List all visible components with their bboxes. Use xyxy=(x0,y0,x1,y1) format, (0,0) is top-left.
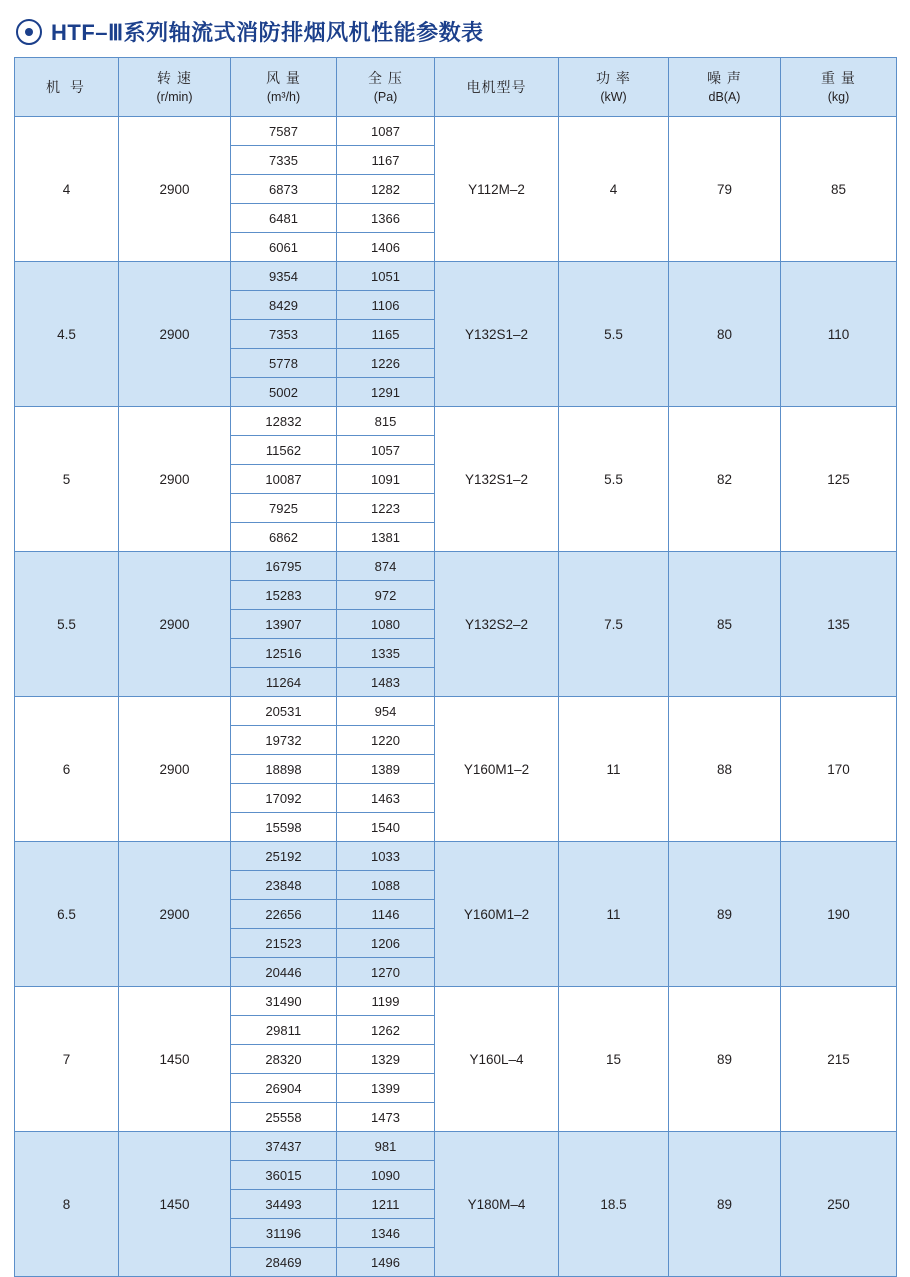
cell-noise: 85 xyxy=(669,552,781,697)
column-header-noise-unit: dB(A) xyxy=(708,90,741,105)
cell-pressure: 1399 xyxy=(337,1074,435,1103)
column-header-flow-label: 风 量 xyxy=(266,69,301,86)
cell-power: 5.5 xyxy=(559,262,669,407)
cell-pressure: 1270 xyxy=(337,958,435,987)
cell-pressure: 1381 xyxy=(337,523,435,552)
cell-flow: 31490 xyxy=(231,987,337,1016)
cell-pressure: 874 xyxy=(337,552,435,581)
cell-flow: 37437 xyxy=(231,1132,337,1161)
column-header-noise xyxy=(669,58,781,117)
table-row xyxy=(15,987,897,1016)
cell-pressure: 972 xyxy=(337,581,435,610)
cell-flow: 19732 xyxy=(231,726,337,755)
table-container xyxy=(0,57,910,1277)
cell-flow: 11264 xyxy=(231,668,337,697)
cell-speed: 2900 xyxy=(119,697,231,842)
cell-weight: 135 xyxy=(781,552,897,697)
cell-weight: 85 xyxy=(781,117,897,262)
cell-flow: 15283 xyxy=(231,581,337,610)
cell-speed: 2900 xyxy=(119,842,231,987)
column-header-speed xyxy=(119,58,231,117)
header-row xyxy=(15,58,897,117)
cell-model: 6 xyxy=(15,697,119,842)
target-icon xyxy=(16,19,42,45)
page-title xyxy=(0,0,910,57)
cell-flow: 34493 xyxy=(231,1190,337,1219)
table-row xyxy=(15,407,897,436)
cell-pressure: 1211 xyxy=(337,1190,435,1219)
cell-noise: 88 xyxy=(669,697,781,842)
cell-pressure: 1282 xyxy=(337,175,435,204)
cell-pressure: 1051 xyxy=(337,262,435,291)
cell-pressure: 954 xyxy=(337,697,435,726)
cell-flow: 6481 xyxy=(231,204,337,233)
cell-motor-model: Y132S2–2 xyxy=(435,552,559,697)
cell-weight: 190 xyxy=(781,842,897,987)
cell-motor-model: Y160M1–2 xyxy=(435,842,559,987)
column-header-motor xyxy=(435,58,559,117)
table-header xyxy=(15,58,897,117)
cell-flow: 7335 xyxy=(231,146,337,175)
cell-noise: 82 xyxy=(669,407,781,552)
cell-speed: 1450 xyxy=(119,987,231,1132)
cell-flow: 5002 xyxy=(231,378,337,407)
cell-pressure: 1088 xyxy=(337,871,435,900)
table-row xyxy=(15,697,897,726)
cell-weight: 170 xyxy=(781,697,897,842)
cell-pressure: 1329 xyxy=(337,1045,435,1074)
cell-pressure: 1335 xyxy=(337,639,435,668)
cell-flow: 10087 xyxy=(231,465,337,494)
cell-flow: 12832 xyxy=(231,407,337,436)
cell-flow: 36015 xyxy=(231,1161,337,1190)
column-header-power-label: 功 率 xyxy=(596,69,631,86)
table-row xyxy=(15,842,897,871)
cell-power: 11 xyxy=(559,842,669,987)
column-header-speed-label: 转 速 xyxy=(157,69,192,86)
cell-pressure: 1080 xyxy=(337,610,435,639)
cell-flow: 28320 xyxy=(231,1045,337,1074)
cell-motor-model: Y112M–2 xyxy=(435,117,559,262)
cell-pressure: 1463 xyxy=(337,784,435,813)
cell-flow: 6862 xyxy=(231,523,337,552)
cell-speed: 1450 xyxy=(119,1132,231,1277)
cell-flow: 16795 xyxy=(231,552,337,581)
cell-pressure: 1262 xyxy=(337,1016,435,1045)
cell-pressure: 1226 xyxy=(337,349,435,378)
column-header-model-label: 机 号 xyxy=(46,78,87,95)
cell-pressure: 1366 xyxy=(337,204,435,233)
cell-weight: 125 xyxy=(781,407,897,552)
table-row xyxy=(15,262,897,291)
cell-pressure: 1483 xyxy=(337,668,435,697)
cell-pressure: 1167 xyxy=(337,146,435,175)
column-header-pressure-label: 全 压 xyxy=(368,69,403,86)
cell-flow: 8429 xyxy=(231,291,337,320)
table-body xyxy=(15,117,897,1277)
cell-flow: 7925 xyxy=(231,494,337,523)
cell-pressure: 1206 xyxy=(337,929,435,958)
cell-pressure: 1087 xyxy=(337,117,435,146)
cell-pressure: 1146 xyxy=(337,900,435,929)
cell-flow: 20531 xyxy=(231,697,337,726)
cell-model: 6.5 xyxy=(15,842,119,987)
cell-flow: 23848 xyxy=(231,871,337,900)
cell-noise: 89 xyxy=(669,842,781,987)
cell-flow: 29811 xyxy=(231,1016,337,1045)
column-header-flow-unit: (m³/h) xyxy=(266,90,301,105)
cell-pressure: 1165 xyxy=(337,320,435,349)
cell-power: 5.5 xyxy=(559,407,669,552)
cell-weight: 215 xyxy=(781,987,897,1132)
cell-noise: 80 xyxy=(669,262,781,407)
cell-flow: 25192 xyxy=(231,842,337,871)
cell-flow: 20446 xyxy=(231,958,337,987)
cell-speed: 2900 xyxy=(119,552,231,697)
cell-pressure: 1199 xyxy=(337,987,435,1016)
column-header-pressure-unit: (Pa) xyxy=(373,90,398,105)
cell-power: 4 xyxy=(559,117,669,262)
cell-flow: 18898 xyxy=(231,755,337,784)
column-header-weight-label: 重 量 xyxy=(821,69,856,86)
cell-flow: 12516 xyxy=(231,639,337,668)
cell-pressure: 1220 xyxy=(337,726,435,755)
cell-power: 11 xyxy=(559,697,669,842)
column-header-weight-unit: (kg) xyxy=(827,90,850,105)
cell-pressure: 1057 xyxy=(337,436,435,465)
column-header-motor-label: 电机型号 xyxy=(466,78,527,95)
column-header-power-unit: (kW) xyxy=(600,90,627,105)
table-row xyxy=(15,552,897,581)
cell-flow: 21523 xyxy=(231,929,337,958)
cell-weight: 110 xyxy=(781,262,897,407)
column-header-model xyxy=(15,58,119,117)
cell-model: 4.5 xyxy=(15,262,119,407)
cell-pressure: 1291 xyxy=(337,378,435,407)
cell-model: 5.5 xyxy=(15,552,119,697)
cell-power: 15 xyxy=(559,987,669,1132)
cell-pressure: 1473 xyxy=(337,1103,435,1132)
page-title-text: HTF–Ⅲ系列轴流式消防排烟风机性能参数表 xyxy=(51,20,484,45)
cell-flow: 28469 xyxy=(231,1248,337,1277)
table-row xyxy=(15,117,897,146)
cell-motor-model: Y180M–4 xyxy=(435,1132,559,1277)
cell-pressure: 1091 xyxy=(337,465,435,494)
cell-pressure: 1389 xyxy=(337,755,435,784)
cell-flow: 5778 xyxy=(231,349,337,378)
cell-model: 5 xyxy=(15,407,119,552)
column-header-noise-label: 噪 声 xyxy=(707,69,742,86)
cell-pressure: 815 xyxy=(337,407,435,436)
cell-flow: 11562 xyxy=(231,436,337,465)
cell-flow: 7587 xyxy=(231,117,337,146)
cell-flow: 26904 xyxy=(231,1074,337,1103)
cell-pressure: 1106 xyxy=(337,291,435,320)
cell-pressure: 1033 xyxy=(337,842,435,871)
column-header-flow xyxy=(231,58,337,117)
cell-model: 4 xyxy=(15,117,119,262)
cell-flow: 17092 xyxy=(231,784,337,813)
cell-motor-model: Y160L–4 xyxy=(435,987,559,1132)
cell-flow: 15598 xyxy=(231,813,337,842)
cell-pressure: 1346 xyxy=(337,1219,435,1248)
cell-noise: 79 xyxy=(669,117,781,262)
cell-motor-model: Y160M1–2 xyxy=(435,697,559,842)
column-header-pressure xyxy=(337,58,435,117)
performance-table xyxy=(14,57,897,1277)
cell-noise: 89 xyxy=(669,1132,781,1277)
cell-pressure: 1406 xyxy=(337,233,435,262)
column-header-weight xyxy=(781,58,897,117)
cell-model: 8 xyxy=(15,1132,119,1277)
cell-flow: 25558 xyxy=(231,1103,337,1132)
cell-pressure: 1223 xyxy=(337,494,435,523)
cell-flow: 6873 xyxy=(231,175,337,204)
cell-pressure: 981 xyxy=(337,1132,435,1161)
cell-motor-model: Y132S1–2 xyxy=(435,407,559,552)
cell-speed: 2900 xyxy=(119,262,231,407)
cell-pressure: 1090 xyxy=(337,1161,435,1190)
cell-noise: 89 xyxy=(669,987,781,1132)
cell-power: 7.5 xyxy=(559,552,669,697)
cell-speed: 2900 xyxy=(119,407,231,552)
cell-speed: 2900 xyxy=(119,117,231,262)
cell-power: 18.5 xyxy=(559,1132,669,1277)
cell-weight: 250 xyxy=(781,1132,897,1277)
cell-model: 7 xyxy=(15,987,119,1132)
column-header-power xyxy=(559,58,669,117)
cell-flow: 31196 xyxy=(231,1219,337,1248)
cell-pressure: 1496 xyxy=(337,1248,435,1277)
table-row xyxy=(15,1132,897,1161)
cell-pressure: 1540 xyxy=(337,813,435,842)
cell-flow: 13907 xyxy=(231,610,337,639)
cell-flow: 6061 xyxy=(231,233,337,262)
cell-flow: 9354 xyxy=(231,262,337,291)
cell-flow: 7353 xyxy=(231,320,337,349)
column-header-speed-unit: (r/min) xyxy=(156,90,193,105)
cell-flow: 22656 xyxy=(231,900,337,929)
cell-motor-model: Y132S1–2 xyxy=(435,262,559,407)
